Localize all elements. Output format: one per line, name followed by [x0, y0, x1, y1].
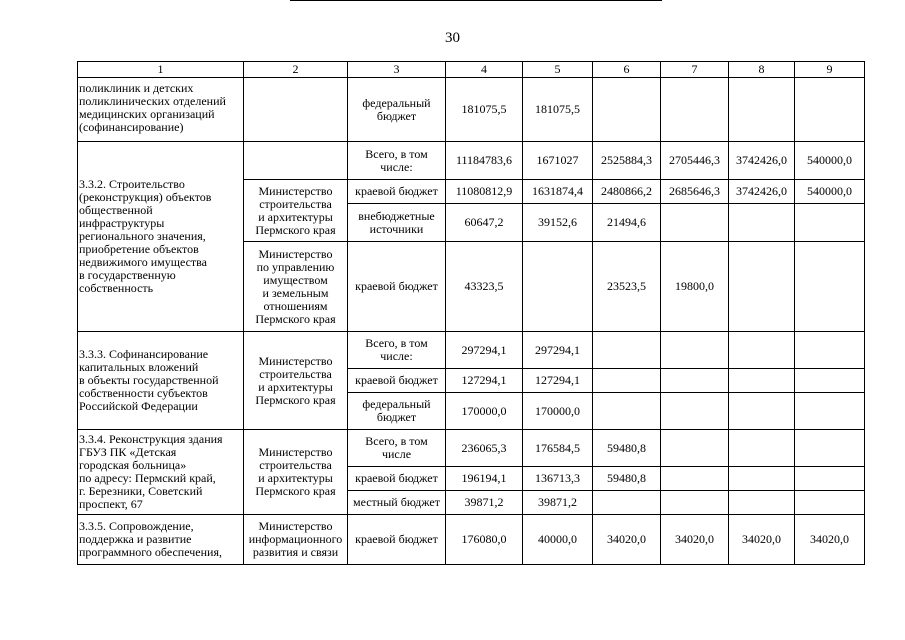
- value-cell: 34020,0: [795, 515, 865, 565]
- funding-source: краевой бюджет: [348, 180, 446, 204]
- funding-source: краевой бюджет: [348, 242, 446, 332]
- value-cell: 1631874,4: [523, 180, 593, 204]
- column-header: 3: [348, 62, 446, 78]
- value-cell: 2525884,3: [593, 142, 661, 180]
- value-cell: 170000,0: [523, 393, 593, 430]
- value-cell: 59480,8: [593, 467, 661, 491]
- value-cell: 297294,1: [523, 332, 593, 369]
- value-cell: 60647,2: [446, 204, 523, 242]
- row-name: поликлиник и детских поликлинических отделений медицинских организаций (софинансирование): [79, 81, 226, 134]
- table-row: [78, 430, 865, 467]
- value-cell: 21494,6: [593, 204, 661, 242]
- value-cell: [661, 332, 729, 369]
- value-cell: [795, 242, 865, 332]
- value-cell: 176080,0: [446, 515, 523, 565]
- value-cell: [795, 332, 865, 369]
- value-cell: 181075,5: [523, 78, 593, 142]
- value-cell: 170000,0: [446, 393, 523, 430]
- funding-source: краевой бюджет: [348, 369, 446, 393]
- value-cell: [593, 491, 661, 515]
- column-header: 6: [593, 62, 661, 78]
- funding-source: федеральный бюджет: [362, 397, 431, 424]
- value-cell: [523, 242, 593, 332]
- column-header: 9: [795, 62, 865, 78]
- executor: Министерство строительства и архитектуры Пермского края: [255, 183, 336, 237]
- value-cell: 23523,5: [593, 242, 661, 332]
- funding-source: краевой бюджет: [348, 467, 446, 491]
- funding-source: местный бюджет: [348, 491, 446, 515]
- value-cell: 181075,5: [446, 78, 523, 142]
- value-cell: [661, 393, 729, 430]
- value-cell: [661, 467, 729, 491]
- value-cell: [729, 78, 795, 142]
- value-cell: [795, 467, 865, 491]
- column-header: 2: [244, 62, 348, 78]
- value-cell: 136713,3: [523, 467, 593, 491]
- value-cell: 43323,5: [446, 242, 523, 332]
- value-cell: 19800,0: [661, 242, 729, 332]
- value-cell: [729, 204, 795, 242]
- value-cell: [795, 204, 865, 242]
- page-number: 30: [445, 30, 460, 46]
- value-cell: 297294,1: [446, 332, 523, 369]
- table-row: [78, 332, 865, 369]
- table-row: [78, 78, 865, 142]
- value-cell: [795, 369, 865, 393]
- funding-source: внебюджетные источники: [358, 208, 435, 236]
- value-cell: [593, 369, 661, 393]
- value-cell: 3742426,0: [729, 180, 795, 204]
- executor: Министерство по управлению имуществом и земельным отношениям Пермского края: [255, 246, 336, 326]
- value-cell: 40000,0: [523, 515, 593, 565]
- value-cell: [661, 491, 729, 515]
- value-cell: 236065,3: [446, 430, 523, 467]
- column-header: 8: [729, 62, 795, 78]
- value-cell: 59480,8: [593, 430, 661, 467]
- value-cell: [661, 78, 729, 142]
- value-cell: 39871,2: [446, 491, 523, 515]
- value-cell: 34020,0: [593, 515, 661, 565]
- column-header: 5: [523, 62, 593, 78]
- value-cell: 39152,6: [523, 204, 593, 242]
- value-cell: [729, 332, 795, 369]
- funding-source: Всего, в том числе:: [365, 336, 428, 363]
- value-cell: 3742426,0: [729, 142, 795, 180]
- value-cell: 540000,0: [795, 180, 865, 204]
- column-header: 7: [661, 62, 729, 78]
- value-cell: 39871,2: [523, 491, 593, 515]
- value-cell: 176584,5: [523, 430, 593, 467]
- row-name: 3.3.5. Сопровождение, поддержка и развитие программного обеспечения,: [79, 519, 222, 559]
- value-cell: 34020,0: [729, 515, 795, 565]
- executor: Министерство информационного развития и связи: [248, 519, 343, 559]
- value-cell: 540000,0: [795, 142, 865, 180]
- value-cell: 127294,1: [446, 369, 523, 393]
- row-name: 3.3.3. Софинансирование капитальных вложений в объекты государственной собственности субъектов Российской Федерации: [79, 347, 219, 413]
- value-cell: 2480866,2: [593, 180, 661, 204]
- value-cell: [661, 430, 729, 467]
- executor-cell: [244, 78, 348, 142]
- executor-cell: [244, 142, 348, 180]
- value-cell: 196194,1: [446, 467, 523, 491]
- value-cell: [661, 204, 729, 242]
- row-name: 3.3.4. Реконструкция здания ГБУЗ ПК «Детская городская больница» по адресу: Пермский край, г. Березники, Советский проспект, 67: [79, 432, 223, 511]
- table-row: [78, 515, 865, 565]
- value-cell: 2685646,3: [661, 180, 729, 204]
- value-cell: [795, 430, 865, 467]
- top-rule: [290, 0, 662, 1]
- value-cell: [729, 242, 795, 332]
- value-cell: [795, 491, 865, 515]
- value-cell: [795, 393, 865, 430]
- funding-source: краевой бюджет: [348, 515, 446, 565]
- value-cell: [593, 78, 661, 142]
- value-cell: 2705446,3: [661, 142, 729, 180]
- value-cell: [729, 491, 795, 515]
- value-cell: 11080812,9: [446, 180, 523, 204]
- value-cell: [661, 369, 729, 393]
- column-header: 4: [446, 62, 523, 78]
- value-cell: [729, 393, 795, 430]
- column-header: 1: [78, 62, 244, 78]
- funding-source: Всего, в том числе:: [365, 146, 428, 174]
- value-cell: [593, 393, 661, 430]
- value-cell: [729, 467, 795, 491]
- value-cell: 127294,1: [523, 369, 593, 393]
- value-cell: [593, 332, 661, 369]
- value-cell: [729, 369, 795, 393]
- funding-source: федеральный бюджет: [362, 95, 431, 123]
- value-cell: 1671027: [523, 142, 593, 180]
- row-name: 3.3.2. Строительство (реконструкция) объектов общественной инфраструктуры регионального значения, приобретение объектов недвижимого имущества в государственную собственность: [79, 177, 212, 295]
- value-cell: 34020,0: [661, 515, 729, 565]
- value-cell: 11184783,6: [446, 142, 523, 180]
- table-row: [78, 142, 865, 180]
- executor: Министерство строительства и архитектуры Пермского края: [255, 445, 336, 498]
- budget-table: [77, 61, 865, 565]
- column-header-row: [78, 62, 865, 78]
- value-cell: [795, 78, 865, 142]
- funding-source: Всего, в том числе: [365, 434, 428, 461]
- executor: Министерство строительства и архитектуры Пермского края: [255, 353, 336, 407]
- value-cell: [729, 430, 795, 467]
